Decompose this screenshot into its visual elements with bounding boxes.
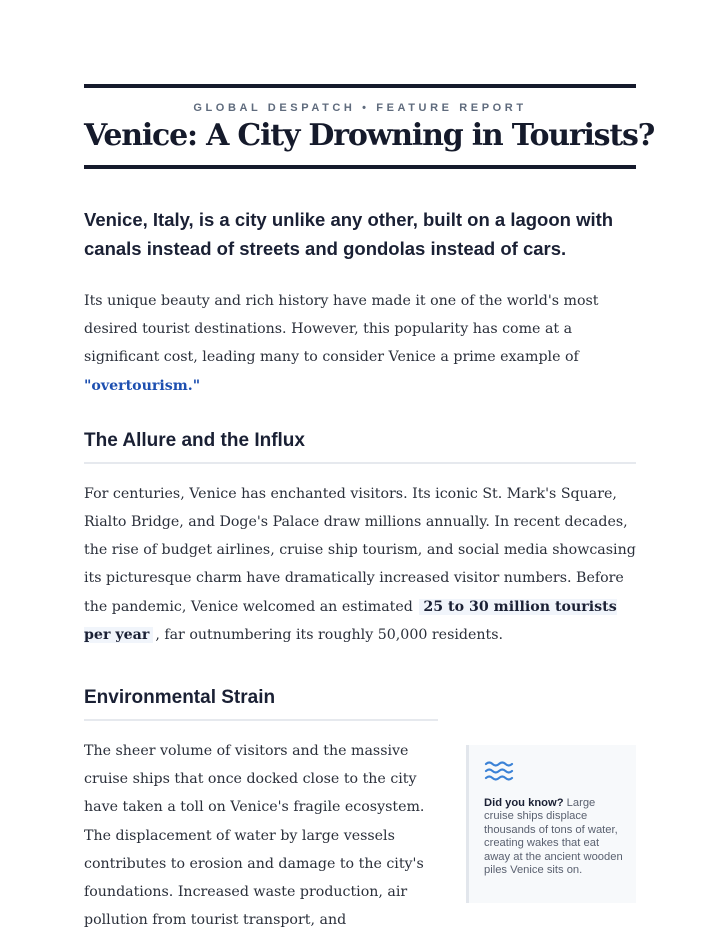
waves-icon <box>484 759 514 783</box>
environment-main-column <box>84 687 438 934</box>
callout-body: Large cruise ships displace thousands of tons of water, creating wakes that eat away at the ancient wooden piles Venice sits on. <box>484 797 623 877</box>
kicker: GLOBAL DESPATCH • FEATURE REPORT <box>193 102 527 114</box>
section-rule-environment <box>84 719 438 721</box>
environment-section <box>84 687 636 934</box>
section-rule-allure <box>84 462 636 464</box>
article <box>84 84 655 934</box>
lead-paragraph: Venice, Italy, is a city unlike any other, built on a lagoon with canals instead of streets and gondolas instead of cars. <box>84 209 614 259</box>
intro-text: Its unique beauty and rich history have made it one of the world's most desired tourist destinations. However, this popularity has come at a significant cost, leading many to consider Venice a prime example of <box>84 293 599 366</box>
allure-text-after: , far outnumbering its roughly 50,000 residents. <box>155 626 503 643</box>
allure-paragraph <box>84 480 636 649</box>
tourist-count-highlight: 25 to 30 million tourists per year <box>84 598 617 643</box>
intro-paragraph <box>84 287 636 400</box>
callout-text <box>484 797 624 877</box>
did-you-know-callout <box>466 745 636 903</box>
environment-paragraph: The sheer volume of visitors and the massive cruise ships that once docked close to the city have taken a toll on Venice's fragile ecosystem. The displacement of water by large vessels contributes to erosion and damage to the city's foundations. Increased waste production, air pollution from tourist transport, and <box>84 743 425 929</box>
section-heading-allure: The Allure and the Influx <box>84 429 305 451</box>
overtourism-term: "overtourism." <box>84 377 201 394</box>
headline: Venice: A City Drowning in Tourists? <box>84 118 655 153</box>
masthead-bottom-rule <box>84 165 636 169</box>
callout-label: Did you know? <box>484 797 564 810</box>
allure-text-before: For centuries, Venice has enchanted visitors. Its iconic St. Mark's Square, Rialto Bridge, and Doge's Palace draw millions annually. In recent decades, the rise of budget airlines, cruise ship tourism, and social media showcasing its picturesque charm have dramatically increased visitor numbers. Before the pandemic, Venice welcomed an estimated <box>84 485 636 615</box>
section-heading-environment: Environmental Strain <box>84 687 276 709</box>
masthead-top-rule <box>84 84 636 88</box>
